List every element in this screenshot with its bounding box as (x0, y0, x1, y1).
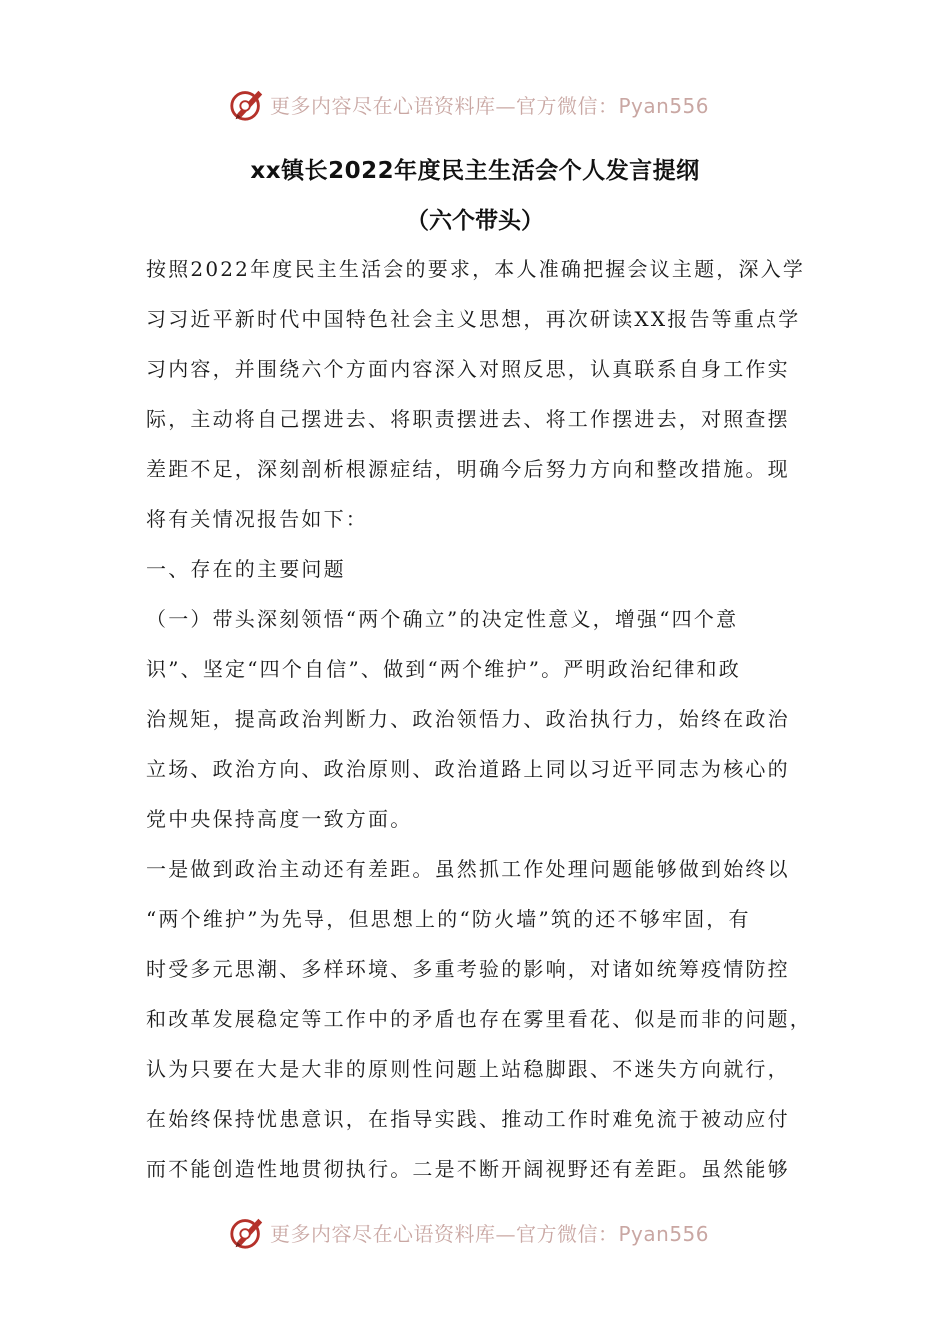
body-line: 立场、政治方向、政治原则、政治道路上同以习近平同志为核心的 (146, 757, 790, 781)
watermark-text: 更多内容尽在心语资料库—官方微信：Pyan556 (270, 93, 710, 118)
body-line: 和改革发展稳定等工作中的矛盾也存在雾里看花、似是而非的问题， (146, 1007, 812, 1031)
body-line: 时受多元思潮、多样环境、多重考验的影响，对诸如统筹疫情防控 (146, 957, 790, 981)
pen-logo-icon (228, 85, 266, 123)
pen-logo-icon (228, 1213, 266, 1251)
body-line: 治规矩，提高政治判断力、政治领悟力、政治执行力，始终在政治 (146, 707, 790, 731)
body-line: 认为只要在大是大非的原则性问题上站稳脚跟、不迷失方向就行， (146, 1057, 790, 1081)
document-title: xx镇长2022年度民主生活会个人发言提纲 (250, 158, 700, 184)
body-line: 党中央保持高度一致方面。 (146, 807, 413, 831)
body-line: 而不能创造性地贯彻执行。二是不断开阔视野还有差距。虽然能够 (146, 1157, 790, 1181)
body-line: 差距不足，深刻剖析根源症结，明确今后努力方向和整改措施。现 (146, 457, 790, 481)
body-line: “两个维护”为先导，但思想上的“防火墙”筑的还不够牢固，有 (146, 907, 751, 931)
watermark-text: 更多内容尽在心语资料库—官方微信：Pyan556 (270, 1221, 710, 1246)
body-line: 一、存在的主要问题 (146, 557, 346, 581)
watermark-footer (228, 1212, 748, 1252)
watermark-header (228, 84, 748, 124)
body-line: 习习近平新时代中国特色社会主义思想，再次研读XX报告等重点学 (146, 307, 801, 331)
body-line: 际，主动将自己摆进去、将职责摆进去、将工作摆进去，对照查摆 (146, 407, 790, 431)
body-line: 按照2022年度民主生活会的要求，本人准确把握会议主题，深入学 (146, 257, 806, 281)
body-line: 将有关情况报告如下： (146, 507, 368, 531)
document-subtitle: （六个带头） (406, 208, 544, 234)
body-line: 习内容，并围绕六个方面内容深入对照反思，认真联系自身工作实 (146, 357, 790, 381)
body-line: （一）带头深刻领悟“两个确立”的决定性意义，增强“四个意 (146, 607, 739, 631)
body-line: 一是做到政治主动还有差距。虽然抓工作处理问题能够做到始终以 (146, 857, 790, 881)
body-line: 识”、坚定“四个自信”、做到“两个维护”。严明政治纪律和政 (146, 657, 741, 681)
body-line: 在始终保持忧患意识，在指导实践、推动工作时难免流于被动应付 (146, 1107, 790, 1131)
